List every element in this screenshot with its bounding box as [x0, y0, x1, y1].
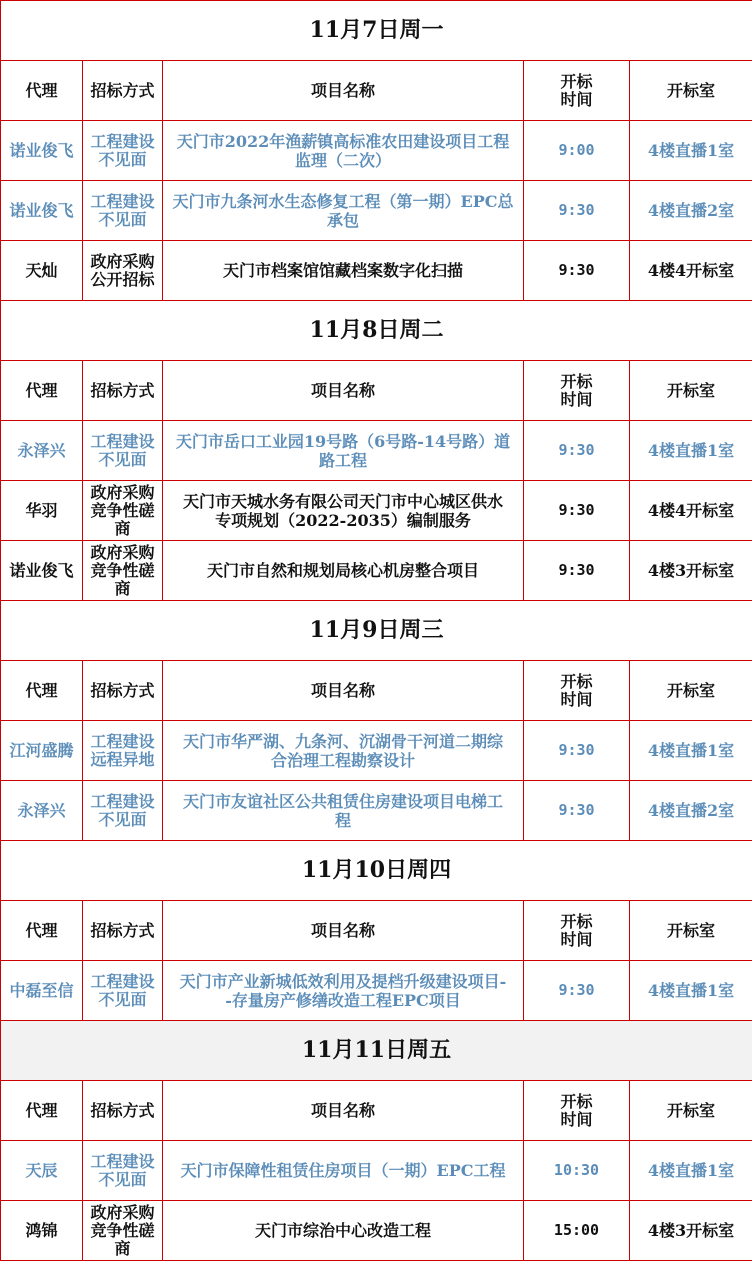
project-row	[1, 481, 752, 541]
day-title: 11月8日周二	[1, 301, 752, 361]
col-room: 开标室	[630, 661, 752, 721]
project-row	[1, 781, 752, 841]
project-name-cell[interactable]: 天门市档案馆馆藏档案数字化扫描	[163, 241, 524, 301]
agent-cell: 永泽兴	[1, 421, 83, 481]
day-title: 11月10日周四	[1, 841, 752, 901]
project-row	[1, 121, 752, 181]
col-project: 项目名称	[163, 361, 524, 421]
time-cell: 9:30	[524, 181, 630, 241]
project-row	[1, 541, 752, 601]
method-cell: 工程建设 不见面	[83, 181, 163, 241]
col-method: 招标方式	[83, 361, 163, 421]
project-row	[1, 961, 752, 1021]
column-header-row	[1, 361, 752, 421]
time-cell: 9:30	[524, 961, 630, 1021]
day-header-row	[1, 601, 752, 661]
method-cell: 工程建设 不见面	[83, 781, 163, 841]
project-name-cell[interactable]: 天门市华严湖、九条河、沉湖骨干河道二期综 合治理工程勘察设计	[163, 721, 524, 781]
day-header-row	[1, 841, 752, 901]
day-title: 11月11日周五	[1, 1021, 752, 1081]
day-header-row	[1, 1021, 752, 1081]
room-cell: 4楼3开标室	[630, 1201, 752, 1261]
col-agent: 代理	[1, 661, 83, 721]
project-name-cell[interactable]: 天门市岳口工业园19号路（6号路-14号路）道 路工程	[163, 421, 524, 481]
col-project: 项目名称	[163, 61, 524, 121]
time-cell: 9:30	[524, 421, 630, 481]
agent-cell: 天辰	[1, 1141, 83, 1201]
time-cell: 9:30	[524, 721, 630, 781]
room-cell: 4楼直播1室	[630, 121, 752, 181]
agent-cell: 中磊至信	[1, 961, 83, 1021]
agent-cell: 江河盛腾	[1, 721, 83, 781]
method-cell: 工程建设 不见面	[83, 961, 163, 1021]
method-cell: 工程建设 不见面	[83, 421, 163, 481]
col-method: 招标方式	[83, 1081, 163, 1141]
col-project: 项目名称	[163, 661, 524, 721]
col-agent: 代理	[1, 1081, 83, 1141]
col-time: 开标 时间	[524, 61, 630, 121]
column-header-row	[1, 901, 752, 961]
project-row	[1, 421, 752, 481]
project-row	[1, 1141, 752, 1201]
column-header-row	[1, 1081, 752, 1141]
project-name-cell[interactable]: 天门市2022年渔薪镇高标准农田建设项目工程 监理（二次）	[163, 121, 524, 181]
project-row	[1, 721, 752, 781]
schedule-body	[1, 1, 752, 1261]
col-project: 项目名称	[163, 1081, 524, 1141]
project-row	[1, 181, 752, 241]
room-cell: 4楼4开标室	[630, 241, 752, 301]
col-project: 项目名称	[163, 901, 524, 961]
room-cell: 4楼直播1室	[630, 721, 752, 781]
time-cell: 9:30	[524, 781, 630, 841]
room-cell: 4楼直播1室	[630, 1141, 752, 1201]
day-header-row	[1, 301, 752, 361]
col-agent: 代理	[1, 61, 83, 121]
room-cell: 4楼直播2室	[630, 781, 752, 841]
project-name-cell[interactable]: 天门市天城水务有限公司天门市中心城区供水 专项规划（2022-2035）编制服务	[163, 481, 524, 541]
time-cell: 9:30	[524, 481, 630, 541]
col-method: 招标方式	[83, 901, 163, 961]
agent-cell: 天灿	[1, 241, 83, 301]
column-header-row	[1, 661, 752, 721]
col-room: 开标室	[630, 61, 752, 121]
col-time: 开标 时间	[524, 1081, 630, 1141]
agent-cell: 鸿锦	[1, 1201, 83, 1261]
col-agent: 代理	[1, 901, 83, 961]
room-cell: 4楼直播2室	[630, 181, 752, 241]
project-name-cell[interactable]: 天门市保障性租赁住房项目（一期）EPC工程	[163, 1141, 524, 1201]
method-cell: 政府采购 竞争性磋 商	[83, 541, 163, 601]
method-cell: 政府采购 竞争性磋 商	[83, 1201, 163, 1261]
agent-cell: 诺业俊飞	[1, 121, 83, 181]
room-cell: 4楼直播1室	[630, 421, 752, 481]
col-room: 开标室	[630, 901, 752, 961]
col-room: 开标室	[630, 361, 752, 421]
col-method: 招标方式	[83, 661, 163, 721]
day-title: 11月7日周一	[1, 1, 752, 61]
project-name-cell[interactable]: 天门市综治中心改造工程	[163, 1201, 524, 1261]
project-name-cell[interactable]: 天门市友谊社区公共租赁住房建设项目电梯工 程	[163, 781, 524, 841]
agent-cell: 华羽	[1, 481, 83, 541]
method-cell: 政府采购 竞争性磋 商	[83, 481, 163, 541]
column-header-row	[1, 61, 752, 121]
method-cell: 工程建设 不见面	[83, 121, 163, 181]
method-cell: 工程建设 不见面	[83, 1141, 163, 1201]
col-time: 开标 时间	[524, 901, 630, 961]
time-cell: 9:30	[524, 541, 630, 601]
agent-cell: 诺业俊飞	[1, 181, 83, 241]
room-cell: 4楼4开标室	[630, 481, 752, 541]
col-time: 开标 时间	[524, 661, 630, 721]
agent-cell: 永泽兴	[1, 781, 83, 841]
col-room: 开标室	[630, 1081, 752, 1141]
project-row	[1, 241, 752, 301]
col-method: 招标方式	[83, 61, 163, 121]
day-header-row	[1, 1, 752, 61]
agent-cell: 诺业俊飞	[1, 541, 83, 601]
project-name-cell[interactable]: 天门市产业新城低效利用及提档升级建设项目- -存量房产修缮改造工程EPC项目	[163, 961, 524, 1021]
time-cell: 15:00	[524, 1201, 630, 1261]
project-name-cell[interactable]: 天门市九条河水生态修复工程（第一期）EPC总 承包	[163, 181, 524, 241]
room-cell: 4楼直播1室	[630, 961, 752, 1021]
time-cell: 10:30	[524, 1141, 630, 1201]
time-cell: 9:00	[524, 121, 630, 181]
method-cell: 政府采购 公开招标	[83, 241, 163, 301]
col-time: 开标 时间	[524, 361, 630, 421]
room-cell: 4楼3开标室	[630, 541, 752, 601]
project-name-cell[interactable]: 天门市自然和规划局核心机房整合项目	[163, 541, 524, 601]
day-title: 11月9日周三	[1, 601, 752, 661]
project-row	[1, 1201, 752, 1261]
col-agent: 代理	[1, 361, 83, 421]
time-cell: 9:30	[524, 241, 630, 301]
method-cell: 工程建设 远程异地	[83, 721, 163, 781]
